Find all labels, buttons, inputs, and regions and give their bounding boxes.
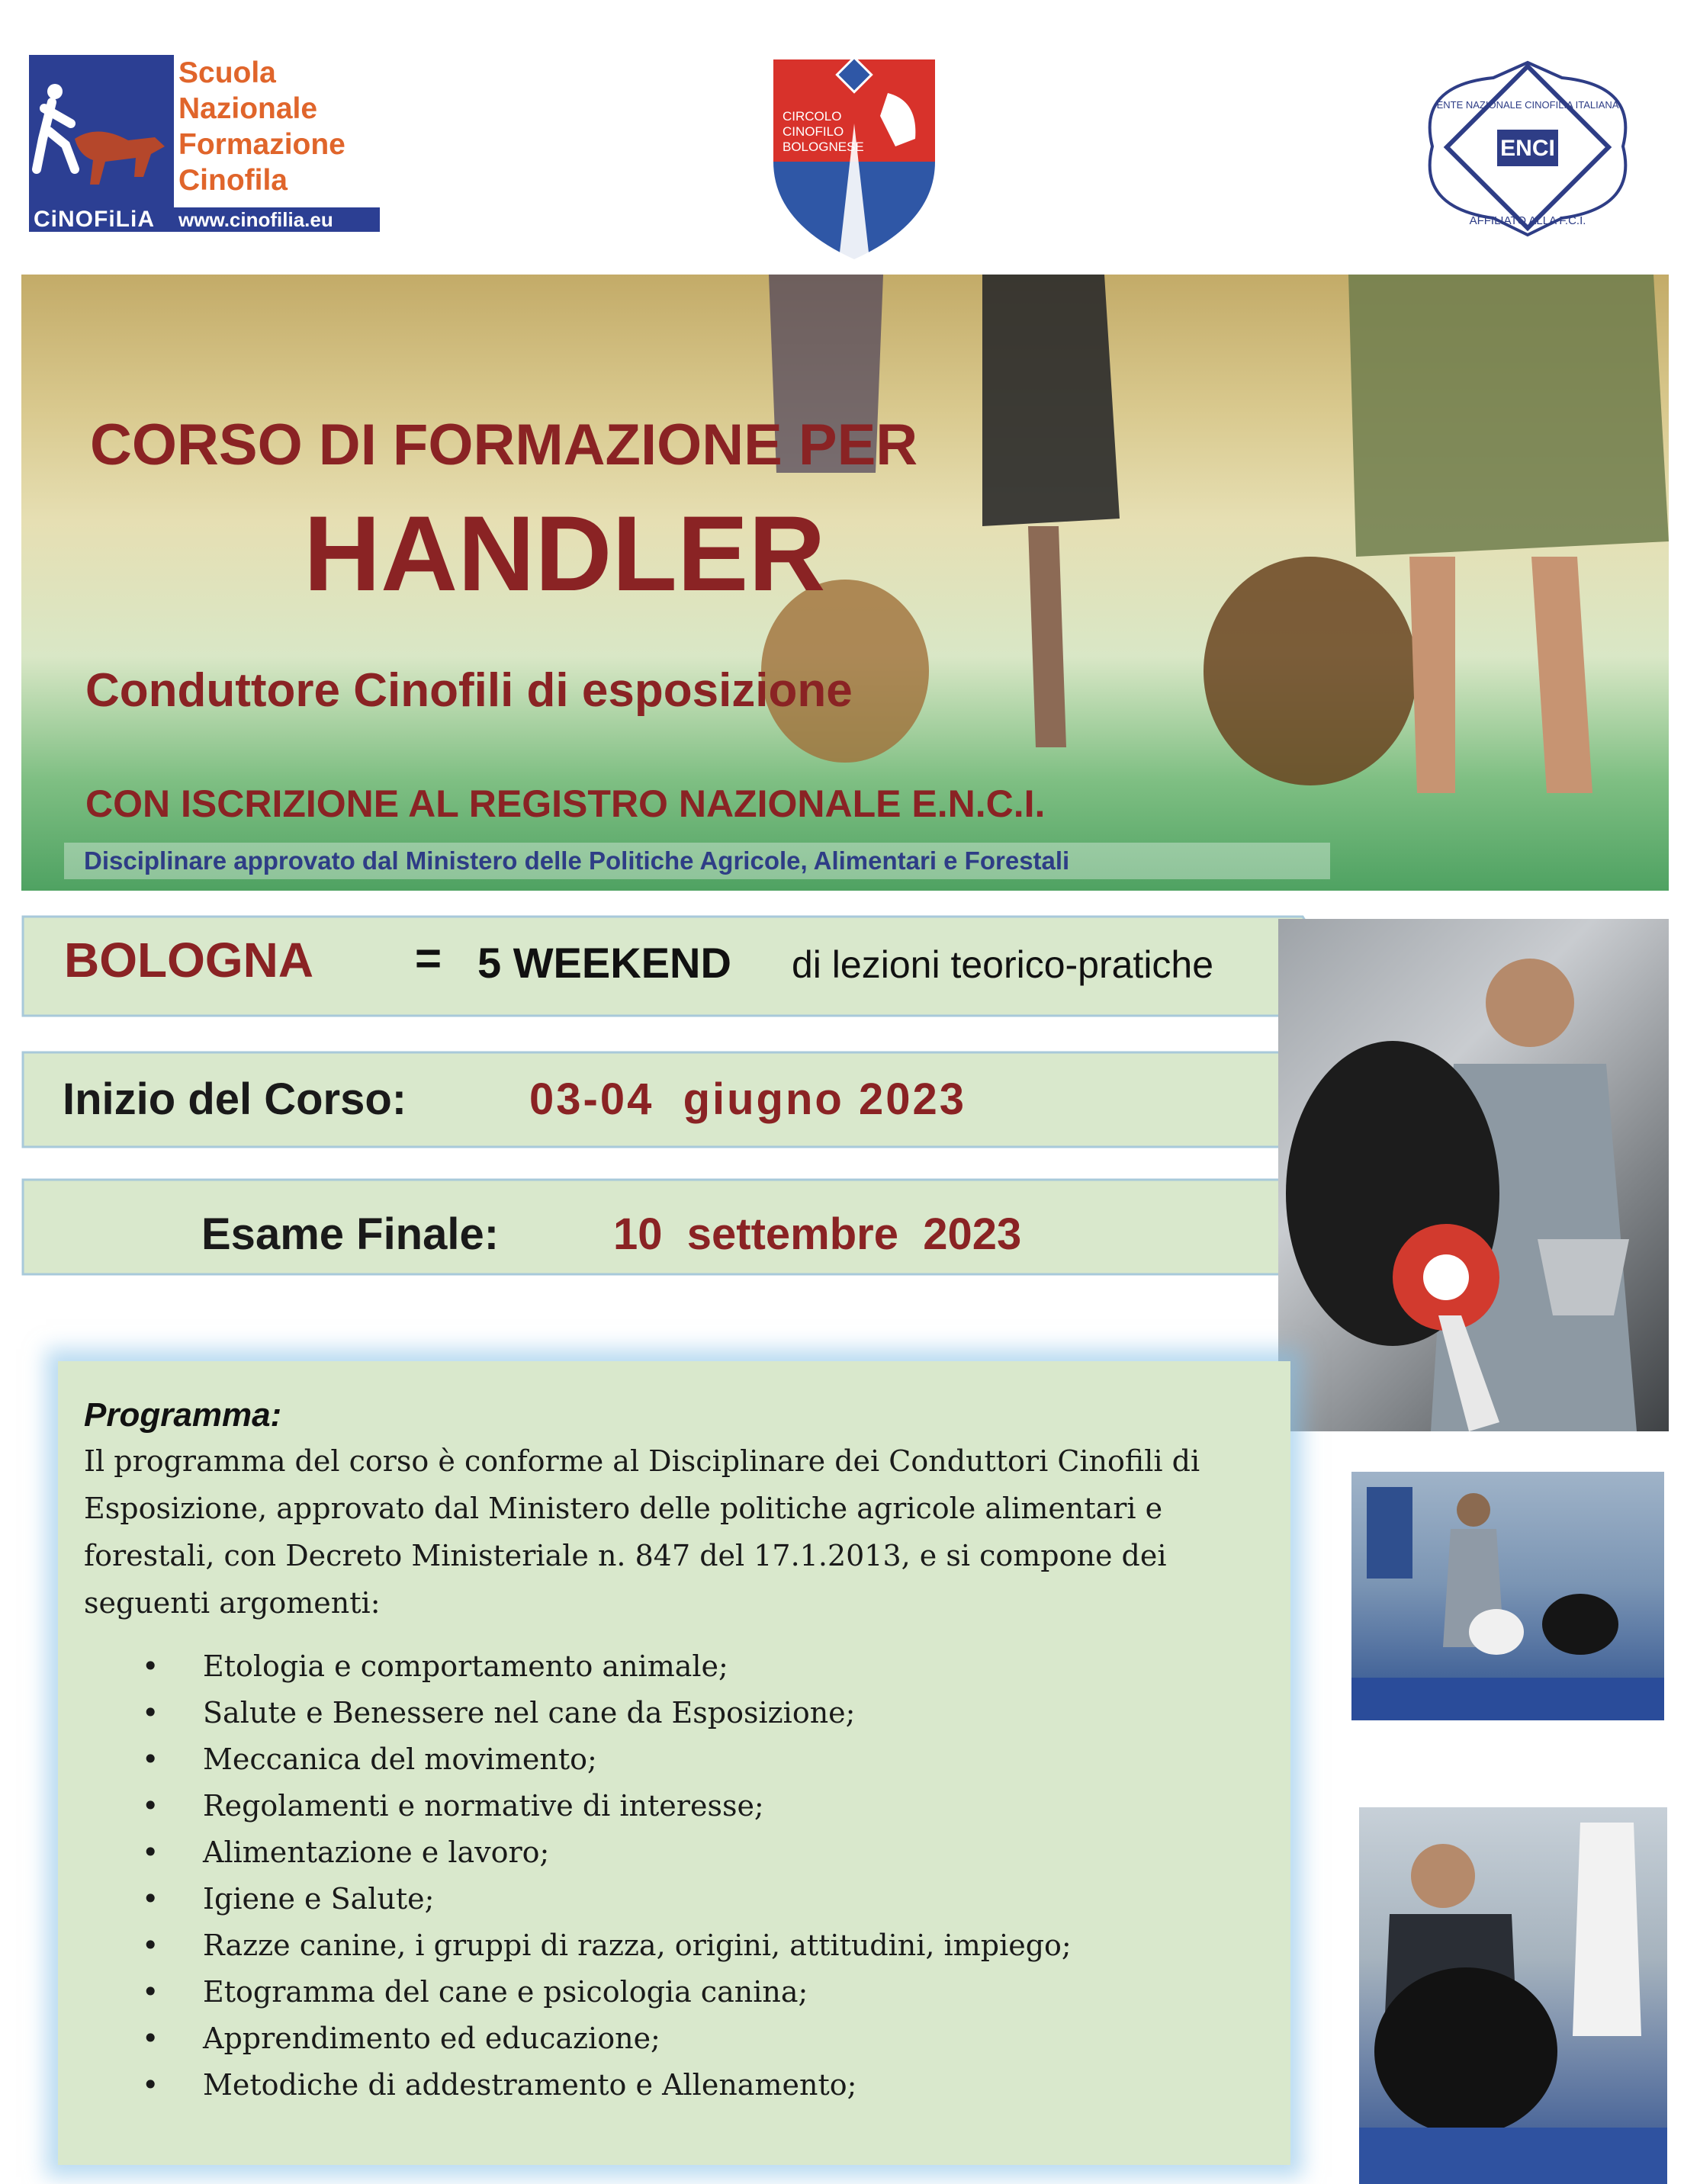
course-subtitle: Conduttore Cinofili di esposizione [85,664,853,717]
start-date-banner [21,1051,1335,1153]
list-item: • Metodiche di addestramento e Allenamento; [142,2062,1072,2109]
brand-name: CiNOFiLiA [34,207,155,232]
school-name: Scuola Nazionale Formazione Cinofila [178,56,345,197]
program-intro: Il programma del corso è conforme al Disciplinare dei Conduttori Cinofili di Esposizione, approvato dal Ministero delle politiche agricole alimentari e forestali, con Decreto Ministeriale n. 847 del 17.1.2013, e si compone dei seguenti argomenti: [84,1444,1200,1620]
ring-show-photo [1351,1472,1664,1720]
list-item: • Razze canine, i gruppi di razza, origini, attitudini, impiego; [142,1922,1072,1969]
list-item: • Igiene e Salute; [142,1876,1072,1922]
list-item: • Etogramma del cane e psicologia canina; [142,1969,1072,2015]
location-banner [21,915,1335,1017]
list-item: • Regolamenti e normative di interesse; [142,1783,1072,1829]
program-box [58,1361,1290,2165]
lessons-label: di lezioni teorico-pratiche [792,943,1214,986]
topic-list [142,1643,1072,2109]
dog-handler-icon [29,55,174,207]
list-item: • Alimentazione e lavoro; [142,1829,1072,1876]
city-label: BOLOGNA [64,933,314,988]
handler-title: HANDLER [304,493,826,613]
fci-affiliation: AFFILIATO ALLA F.C.I. [1469,214,1586,227]
enci-monogram: ENCI [1500,136,1555,161]
enci-full-name: ENTE NAZIONALE CINOFILIA ITALIANA [1436,99,1619,111]
handler-trophy-photo [1278,919,1669,1431]
cinofilo-label: CINOFILO [783,124,844,139]
website-url: www.cinofilia.eu [178,208,333,231]
list-item: • Meccanica del movimento; [142,1736,1072,1783]
hero-banner [21,275,1669,891]
list-item: • Apprendimento ed educazione; [142,2015,1072,2062]
exam-label: Esame Finale: [201,1209,500,1259]
exam-date-banner [21,1178,1335,1280]
bolognese-label: BOLOGNESE [783,140,864,154]
registry-note: CON ISCRIZIONE AL REGISTRO NAZIONALE E.N.C.I. [85,782,1046,825]
circolo-cinofilo-bolognese-logo [766,55,943,262]
enci-logo [1387,55,1669,247]
list-item: • Etologia e comportamento animale; [142,1643,1072,1690]
weekend-count: 5 WEEKEND [477,939,731,987]
grooming-photo [1359,1807,1667,2184]
exam-date: 10 settembre 2023 [613,1209,1022,1259]
cinofilia-logo [29,55,380,232]
list-item: • Salute e Benessere nel cane da Esposizione; [142,1690,1072,1736]
circolo-label: CIRCOLO [783,109,842,124]
course-title: CORSO DI FORMAZIONE PER [90,413,918,477]
program-title: Programma: [84,1396,282,1434]
start-date: 03-04 giugno 2023 [529,1074,966,1124]
equals-sign: = [415,933,442,984]
disciplinare-note: Disciplinare approvato dal Ministero delle Politiche Agricole, Alimentari e Forestali [84,846,1070,875]
start-label: Inizio del Corso: [63,1074,407,1124]
